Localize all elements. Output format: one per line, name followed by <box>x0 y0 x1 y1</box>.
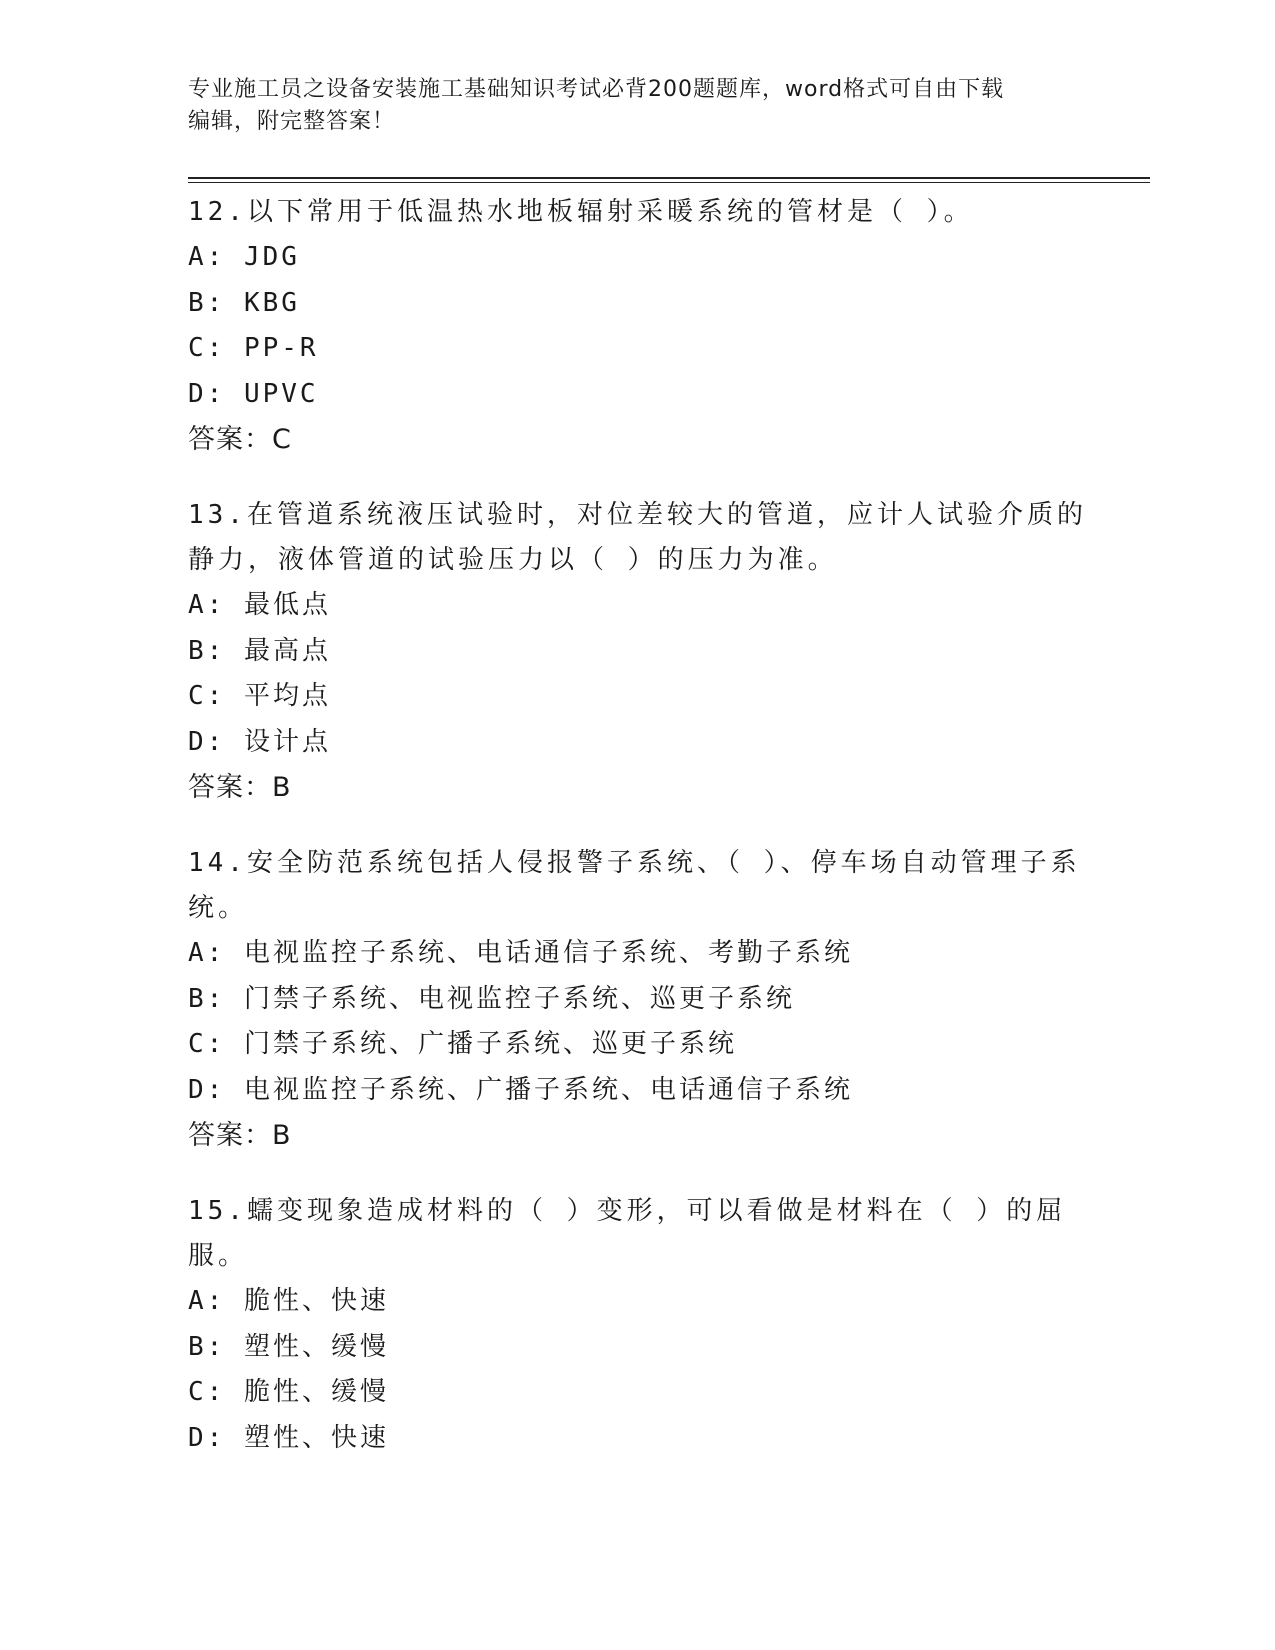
question-14 <box>188 841 1088 1159</box>
document-header <box>188 74 1068 138</box>
option-a: A: 最低点 <box>188 590 331 620</box>
option-c: C: 平均点 <box>188 681 331 711</box>
option-a: A: 脆性、快速 <box>188 1286 389 1316</box>
question-13 <box>188 493 1088 811</box>
option-a: A: 电视监控子系统、电话通信子系统、考勤子系统 <box>188 938 853 968</box>
header-line-2: 编辑，附完整答案！ <box>188 109 396 134</box>
option-b: B: 最高点 <box>188 635 331 666</box>
header-rule-thin <box>188 182 1150 183</box>
question-15 <box>188 1189 1088 1461</box>
question-text: 14.安全防范系统包括人侵报警子系统、（ ）、停车场自动管理子系统。 <box>188 848 1081 923</box>
option-c: C: 门禁子系统、广播子系统、巡更子系统 <box>188 1029 737 1059</box>
question-text: 13.在管道系统液压试验时，对位差较大的管道，应计人试验介质的静力，液体管道的试验压力以（ ）的压力为准。 <box>188 500 1087 575</box>
answer: 答案：C <box>188 424 292 455</box>
option-b: B: KBG <box>188 287 300 318</box>
header-line-1: 专业施工员之设备安装施工基础知识考试必背200题题库，word格式可自由下载 <box>188 77 1005 102</box>
option-d: D: 塑性、快速 <box>188 1422 389 1453</box>
question-list <box>188 190 1088 1491</box>
answer: 答案：B <box>188 772 292 803</box>
question-text: 15.蠕变现象造成材料的（ ）变形，可以看做是材料在（ ）的屈服。 <box>188 1196 1067 1271</box>
option-d: D: 电视监控子系统、广播子系统、电话通信子系统 <box>188 1074 853 1105</box>
question-12 <box>188 190 1088 463</box>
option-b: B: 塑性、缓慢 <box>188 1331 389 1362</box>
header-rule-thick <box>188 177 1150 179</box>
answer: 答案：B <box>188 1120 292 1151</box>
option-c: C: PP-R <box>188 333 319 363</box>
option-d: D: 设计点 <box>188 726 331 757</box>
option-d: D: UPVC <box>188 378 319 409</box>
option-c: C: 脆性、缓慢 <box>188 1377 389 1407</box>
option-b: B: 门禁子系统、电视监控子系统、巡更子系统 <box>188 983 795 1014</box>
question-text: 12.以下常用于低温热水地板辐射采暖系统的管材是（ ）。 <box>188 197 974 227</box>
option-a: A: JDG <box>188 242 300 272</box>
